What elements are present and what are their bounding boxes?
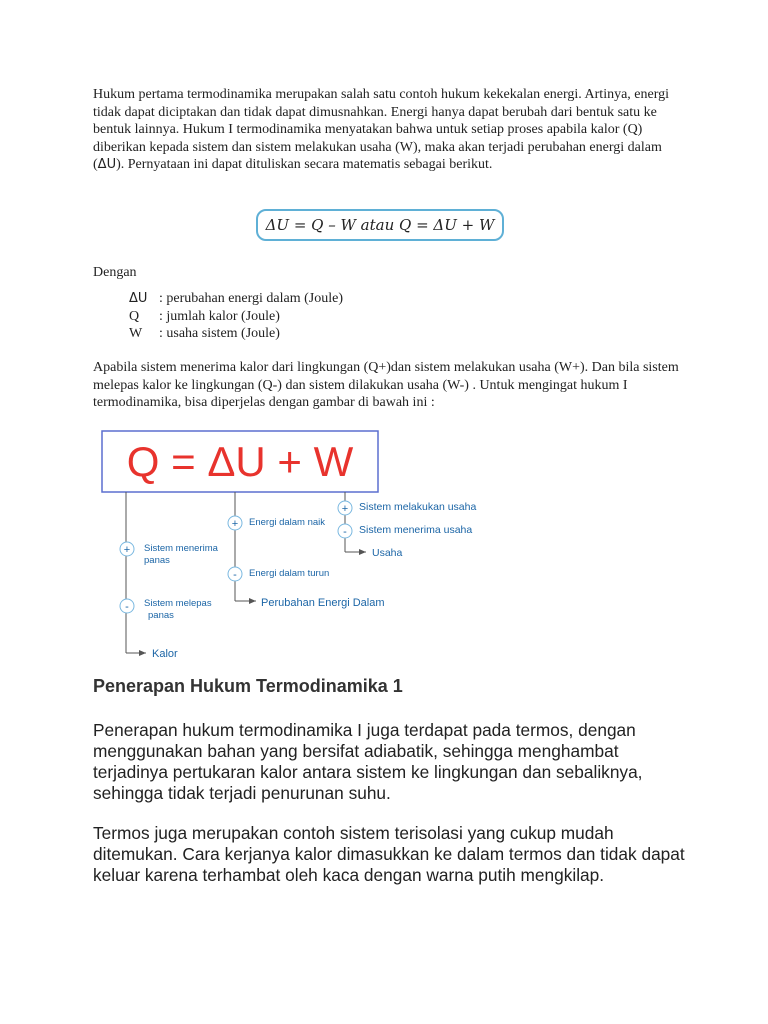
minus-sign: -: [233, 569, 237, 581]
termos-paragraph-1: Penerapan hukum termodinamika I juga terdapat pada termos, dengan menggunakan bahan yang bersifat adiabatik, sehingga menghambat terjadinya pertukaran kalor antara sistem ke lingkungan dan sebaliknya, sehingga tidak terjadi penurunan suhu.: [93, 720, 643, 803]
minus-sign: -: [125, 601, 129, 613]
u-plus-label: Energi dalam naik: [249, 517, 326, 528]
q-plus-label-line1: Sistem menerima: [144, 543, 218, 554]
u-minus-label: Energi dalam turun: [249, 568, 330, 579]
plus-sign: +: [123, 544, 131, 556]
definition-text: : perubahan energi dalam (Joule): [159, 291, 344, 306]
plus-sign: +: [341, 503, 349, 515]
definition-list: [129, 291, 343, 344]
w-minus-label: Sistem menerima usaha: [359, 524, 473, 536]
definition-row: [129, 291, 343, 309]
definition-symbol: ΔU: [129, 291, 148, 306]
definition-text: : jumlah kalor (Joule): [159, 308, 280, 324]
diagram-svg: [96, 428, 516, 668]
dengan-label: Dengan: [93, 265, 137, 280]
u-label: Perubahan Energi Dalam: [261, 597, 385, 609]
definition-symbol: Q: [129, 308, 140, 324]
intro-text-before: Hukum pertama termodinamika merupakan salah satu contoh hukum kekekalan energi. Artinya, energi tidak dapat diciptakan dan tidak dapat dimusnahkan. Energi hanya dapat berubah dari bentuk satu ke bentuk lainnya. Hukum I termodinamika menyatakan bahwa untuk setiap proses apabila kalor (Q) diberikan kepada sistem dan sistem melakukan usaha (W), maka akan terjadi perubahan energi dalam (: [93, 87, 670, 173]
intro-paragraph: [93, 86, 683, 174]
section-heading: Penerapan Hukum Termodinamika 1: [93, 676, 403, 696]
first-law-diagram: [96, 428, 516, 668]
minus-sign: -: [343, 526, 347, 538]
sign-convention-paragraph: Apabila sistem menerima kalor dari lingkungan (Q+)dan sistem melakukan usaha (W+). Dan bila sistem melepas kalor ke lingkungan (Q-) dan sistem dilakukan usaha (W-) . Untuk mengingat hukum I termodinamika, bisa diperjelas dengan gambar di bawah ini :: [93, 360, 679, 411]
definition-row: [129, 309, 343, 327]
definition-text: : usaha sistem (Joule): [159, 326, 280, 341]
plus-sign: +: [231, 518, 239, 530]
definition-symbol: W: [129, 326, 143, 341]
kalor-label: Kalor: [152, 648, 178, 660]
definition-row: [129, 326, 343, 344]
delta-u-symbol: ΔU: [97, 157, 117, 173]
q-plus-label-line2: panas: [144, 555, 170, 566]
w-plus-label: Sistem melakukan usaha: [359, 501, 477, 513]
termos-paragraph-2: Termos juga merupakan contoh sistem terisolasi yang cukup mudah ditemukan. Cara kerjanya kalor dimasukkan ke dalam termos dan tidak dapat keluar karena terhambat oleh kaca dengan warna putih mengkilap.: [93, 823, 685, 885]
q-minus-label-line1: Sistem melepas: [144, 598, 212, 609]
q-minus-label-line2: panas: [148, 610, 174, 621]
intro-text-after: ). Pernyataan ini dapat dituliskan secara matematis sebagai berikut.: [116, 157, 493, 173]
diagram-equation: Q = ΔU + W: [126, 438, 354, 485]
formula-box: ΔU = Q – W atau Q = ΔU + W: [256, 209, 504, 241]
w-label: Usaha: [372, 547, 403, 559]
